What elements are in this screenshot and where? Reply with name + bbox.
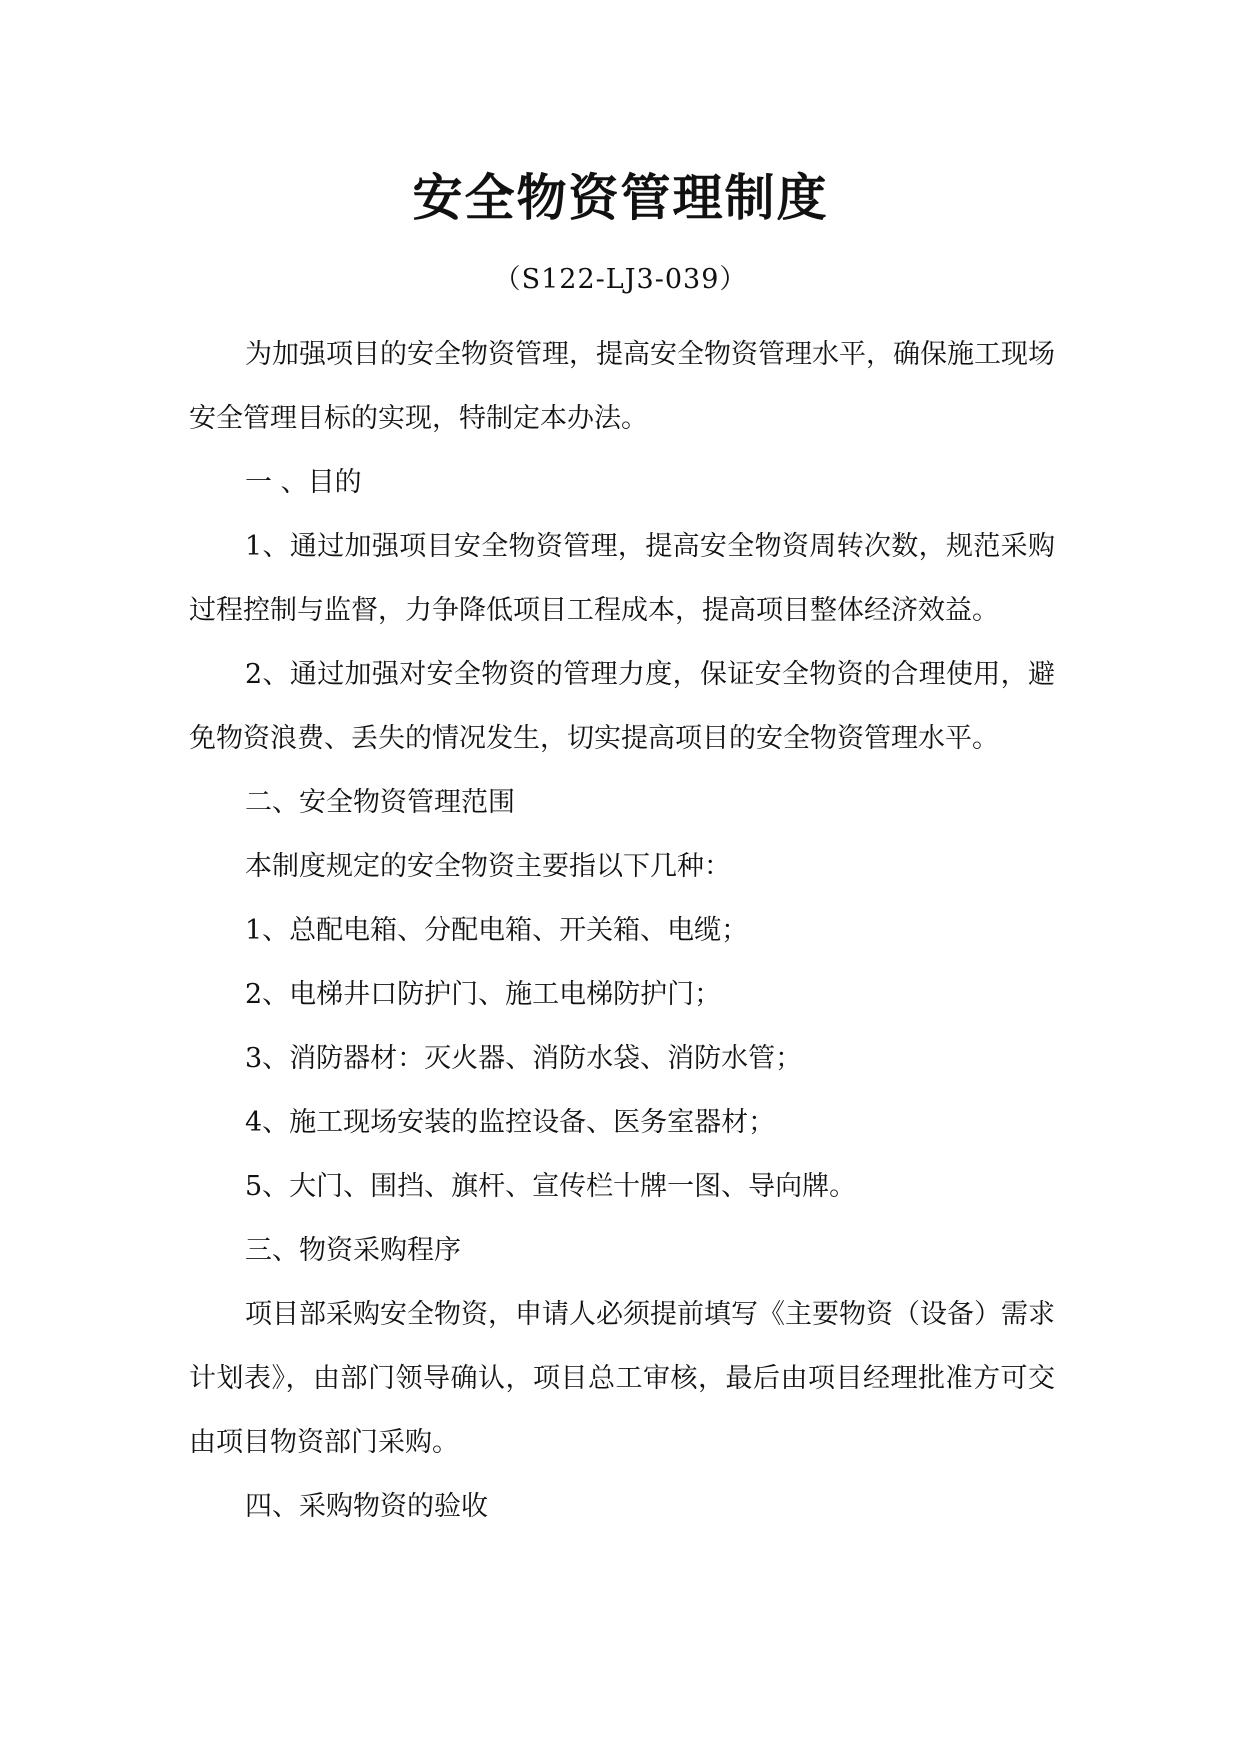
- document-title: 安全物资管理制度: [412, 168, 829, 227]
- scope-item-2: 2、电梯井口防护门、施工电梯防护门；: [245, 979, 722, 1010]
- scope-item-4: 4、施工现场安装的监控设备、医务室器材；: [245, 1107, 776, 1138]
- purpose-item-1: 1、通过加强项目安全物资管理，提高安全物资周转次数，规范采购过程控制与监督，力争降低项目工程成本，提高项目整体经济效益。: [189, 531, 1055, 626]
- section-heading-acceptance: 四、采购物资的验收: [245, 1491, 488, 1522]
- section-heading-procurement: 三、物资采购程序: [245, 1235, 461, 1266]
- scope-item-1: 1、总配电箱、分配电箱、开关箱、电缆；: [245, 915, 749, 946]
- scope-item-5: 5、大门、围挡、旗杆、宣传栏十牌一图、导向牌。: [245, 1171, 857, 1202]
- scope-item-3: 3、消防器材：灭火器、消防水袋、消防水管；: [245, 1043, 803, 1074]
- scope-intro: 本制度规定的安全物资主要指以下几种：: [245, 851, 731, 882]
- section-heading-purpose: 一 、目的: [245, 467, 362, 498]
- procurement-paragraph: 项目部采购安全物资，申请人必须提前填写《主要物资（设备）需求计划表》，由部门领导确认，项目总工审核，最后由项目经理批准方可交由项目物资部门采购。: [189, 1299, 1055, 1458]
- document-body: [189, 323, 1055, 1539]
- purpose-item-2: 2、通过加强对安全物资的管理力度，保证安全物资的合理使用，避免物资浪费、丢失的情况发生，切实提高项目的安全物资管理水平。: [189, 659, 1055, 754]
- intro-paragraph: 为加强项目的安全物资管理，提高安全物资管理水平，确保施工现场安全管理目标的实现，特制定本办法。: [189, 339, 1055, 434]
- document-code: （S122-LJ3-039）: [493, 264, 748, 295]
- section-heading-scope: 二、安全物资管理范围: [245, 787, 515, 818]
